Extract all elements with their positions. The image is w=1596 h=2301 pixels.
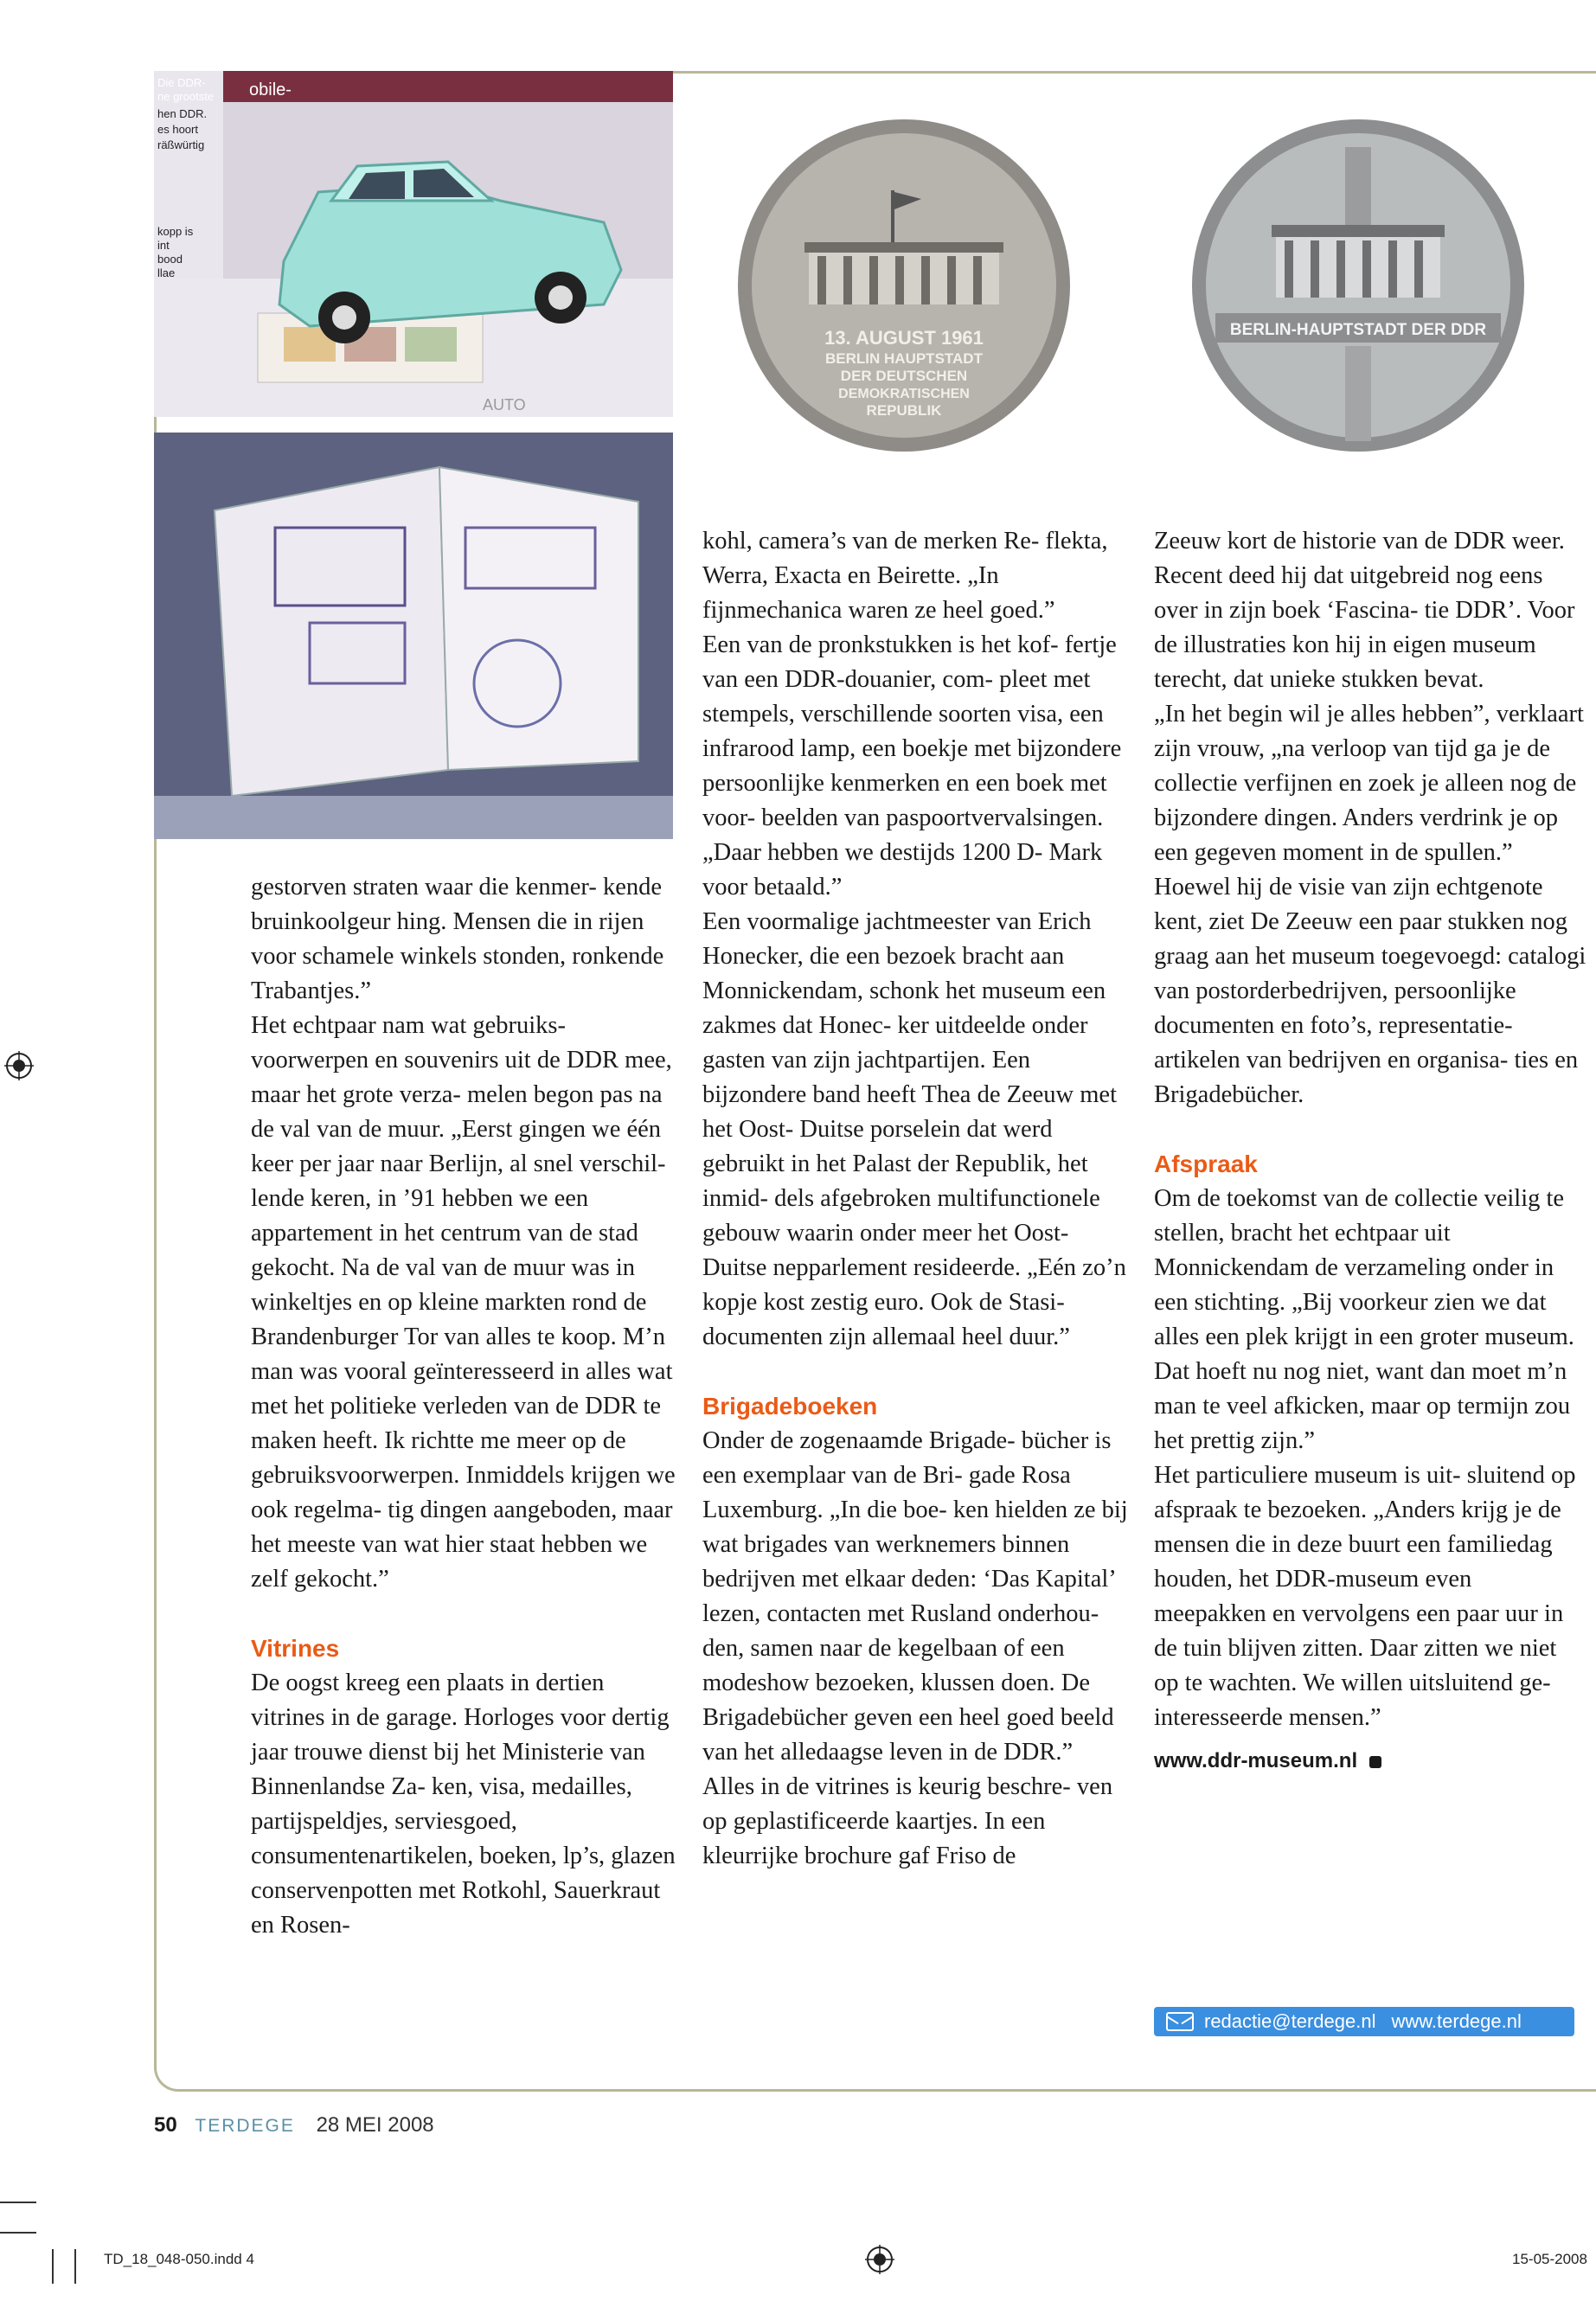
article-column-1	[251, 870, 683, 1943]
photo-medal-13-august-1961	[718, 112, 1090, 458]
article-column-3-body	[1154, 524, 1586, 1735]
article-paragraph: De oogst kreeg een plaats in dertien vitrines in de garage. Horloges voor dertig jaar trouwe dienst bij het Ministerie van Binnenlandse Za- ken, visa, medailles, partijspeldjes, serviesgoed, consumentenartikelen, boeken, lp’s, glazen conservenpotten met Rotkohl, Sauerkraut en Rosen-	[251, 1670, 676, 1939]
page-footer	[154, 2111, 434, 2140]
article-paragraph: gestorven straten waar die kenmer- kende bruinkoolgeur hing. Mensen die in rijen voor schamele winkels stonden, ronkende Trabantjes.”	[251, 874, 664, 1004]
car-caption-11: obile-	[249, 80, 292, 99]
article-paragraph: Zeeuw kort de historie van de DDR weer. Recent deed hij dat uitgebreid nog eens over in zijn boek ‘Fascina- tie DDR’. Voor de illustraties kon hij in eigen museum terecht, dat unieke stukken bevat.	[1154, 528, 1575, 693]
medal-1-line-1: 13. AUGUST 1961	[824, 327, 984, 349]
website-link-row	[1154, 1744, 1586, 1779]
medal-1-line-5: REPUBLIK	[866, 402, 942, 419]
article-paragraph: Om de toekomst van de collectie veilig te stellen, bracht het echtpaar uit Monnickendam de verzameling onder in een stichting. „Bij voorkeur zien we dat alles een plek krijgt in een groter museum. Dat hoeft nu nog niet, want dan moet m’n man te veel afkicken, maar op termijn zou het prettig zijn.”	[1154, 1185, 1574, 1454]
car-caption-2: ne grootste	[157, 90, 215, 103]
envelope-icon	[1166, 2012, 1194, 2031]
article-paragraph: Onder de zogenaamde Brigade- bücher is een exemplaar van de Bri- gade Rosa Luxemburg. „In die boe- ken hielden ze bij wat brigades van werknemers binnen bedrijven met elkaar deden: ‘Das Kapital’ lezen, contacten met Rusland onderhou- den, samen naar de kegelbaan of een modeshow bezoeken, klussen doen. De Brigadebücher geven een heel goed beeld van het alledaagse leven in de DDR.”	[702, 1427, 1128, 1766]
car-caption-7: int	[157, 239, 170, 252]
website-link[interactable]: www.ddr-museum.nl	[1154, 1749, 1358, 1772]
article-paragraph: Het particuliere museum is uit- sluitend op afspraak te bezoeken. „Anders krijg je de mensen die in deze buurt een familiedag houden, het DDR-museum even meepakken en vervolgens een paar uur in de tuin blijven zitten. Daar zitten we niet op te wachten. We willen uitsluitend ge- interesseerde mensen.”	[1154, 1462, 1576, 1731]
photo-passport-visa	[154, 433, 673, 839]
registration-mark-icon	[865, 2245, 894, 2274]
issue-date: 28 MEI 2008	[316, 2113, 434, 2137]
magazine-name: TERDEGE	[195, 2116, 295, 2136]
car-caption-6: kopp is	[157, 225, 194, 238]
article-paragraph: Een van de pronkstukken is het kof- fertje van een DDR-douanier, com- pleet met stempels, verschillende soorten visa, een infrarood lamp, een boekje met bijzondere persoonlijke kenmerken en een boek met voor- beelden van paspoortvervalsingen. „Daar hebben we destijds 1200 D- Mark voor betaald.”	[702, 631, 1122, 901]
car-caption-4: es hoort	[157, 123, 198, 136]
car-caption-8: bood	[157, 253, 183, 266]
article-column-2	[702, 524, 1135, 1874]
medal-2-inscription: BERLIN-HAUPTSTADT DER DDR	[1229, 321, 1487, 339]
print-slug-date: 15-05-2008	[1512, 2251, 1587, 2267]
article-paragraph: kohl, camera’s van de merken Re- flekta, Werra, Exacta en Beirette. „In fijnmechanica waren ze heel goed.”	[702, 528, 1108, 624]
medal-1-line-2: BERLIN HAUPTSTADT	[825, 350, 983, 367]
crop-mark	[52, 2249, 54, 2284]
page-number: 50	[154, 2113, 177, 2137]
medal-1-line-3: DER DEUTSCHEN	[840, 368, 968, 384]
end-of-article-mark	[1369, 1756, 1381, 1768]
car-caption-3: hen DDR.	[157, 107, 208, 120]
article-paragraph: Een voormalige jachtmeester van Erich Honecker, die een bezoek bracht aan Monnickendam, schonk het museum een zakmes dat Honec- ker uitdeelde onder gasten van zijn jachtpartijen. Een bijzondere band heeft Thea de Zeeuw met het Oost- Duitse porselein dat werd gebruikt in het Palast der Republik, het inmid- dels afgebroken multifunctionele gebouw waarin onder meer het Oost- Duitse nepparlement resideerde. „Eén zo’n kopje kost zestig euro. Ook de Stasi-documenten zijn allemaal heel duur.”	[702, 908, 1126, 1350]
contact-email-link[interactable]: redactie@terdege.nl	[1204, 2010, 1376, 2032]
crop-mark	[0, 2202, 36, 2203]
contact-bar	[1154, 2007, 1574, 2036]
section-heading: Brigadeboeken	[702, 1393, 878, 1420]
photo-medal-berlin-hauptstadt	[1168, 112, 1548, 458]
paragraph-gap	[251, 1597, 683, 1631]
print-slug-file: TD_18_048-050.indd 4	[104, 2251, 254, 2267]
article-paragraph: Alles in de vitrines is keurig beschre- ven op geplastificeerde kaartjes. In een kleurrijke brochure gaf Friso de	[702, 1773, 1113, 1869]
article-paragraph: „In het begin wil je alles hebben”, verklaart zijn vrouw, „na verloop van tijd ga je de collectie verfijnen en zoek je alleen nog de bijzondere dingen. Anders verdrink je op een gegeven moment in de spullen.” Hoewel hij de visie van zijn echtgenote kent, ziet De Zeeuw een paar stukken nog graag aan het museum toegevoegd: catalogi van postorderbedrijven, persoonlijke documenten en foto’s, representatie- artikelen van bedrijven en organisa- ties en Brigadebücher.	[1154, 701, 1586, 1108]
trabant-illustration	[154, 71, 673, 417]
frame-bottom-corner	[154, 2057, 189, 2092]
car-caption-10: AUTO	[483, 396, 526, 413]
frame-bottom-rule	[187, 2089, 1596, 2092]
crop-mark	[74, 2249, 76, 2284]
crop-mark	[0, 2232, 36, 2234]
car-caption-9: llae	[157, 266, 176, 279]
passport-illustration	[154, 433, 673, 839]
section-heading: Afspraak	[1154, 1150, 1258, 1177]
paragraph-gap	[1154, 1112, 1586, 1147]
article-paragraph: Het echtpaar nam wat gebruiks- voorwerpen en souvenirs uit de DDR mee, maar het grote verza- melen begon pas na de val van de muur. „Eerst gingen we één keer per jaar naar Berlijn, al snel verschil- lende keren, in ’91 hebben we een appartement in het centrum van de stad gekocht. Na de val van de muur was in winkeltjes en op kleine markten rond de Brandenburger Tor van alles te koop. M’n man was vooral geïnteresseerd in alles wat met het politieke verleden van de DDR te maken heeft. Ik richtte me meer op de gebruiksvoorwerpen. Inmiddels krijgen we ook regelma- tig dingen aangeboden, maar het meeste van wat hier staat hebben we zelf gekocht.”	[251, 1012, 676, 1593]
contact-web-link[interactable]: www.terdege.nl	[1391, 2010, 1522, 2032]
article-column-3	[1154, 524, 1586, 1779]
section-heading: Vitrines	[251, 1635, 340, 1662]
paragraph-gap	[702, 1355, 1135, 1389]
car-caption-1: Die DDR-	[157, 76, 206, 89]
registration-mark-icon	[4, 1051, 34, 1080]
photo-trabant-toy-car	[154, 71, 673, 417]
car-caption-5: räßwürtig	[157, 138, 205, 151]
medal-1-line-4: DEMOKRATISCHEN	[838, 387, 970, 401]
medal-2-illustration	[1168, 112, 1548, 458]
medal-1-illustration	[718, 112, 1090, 458]
